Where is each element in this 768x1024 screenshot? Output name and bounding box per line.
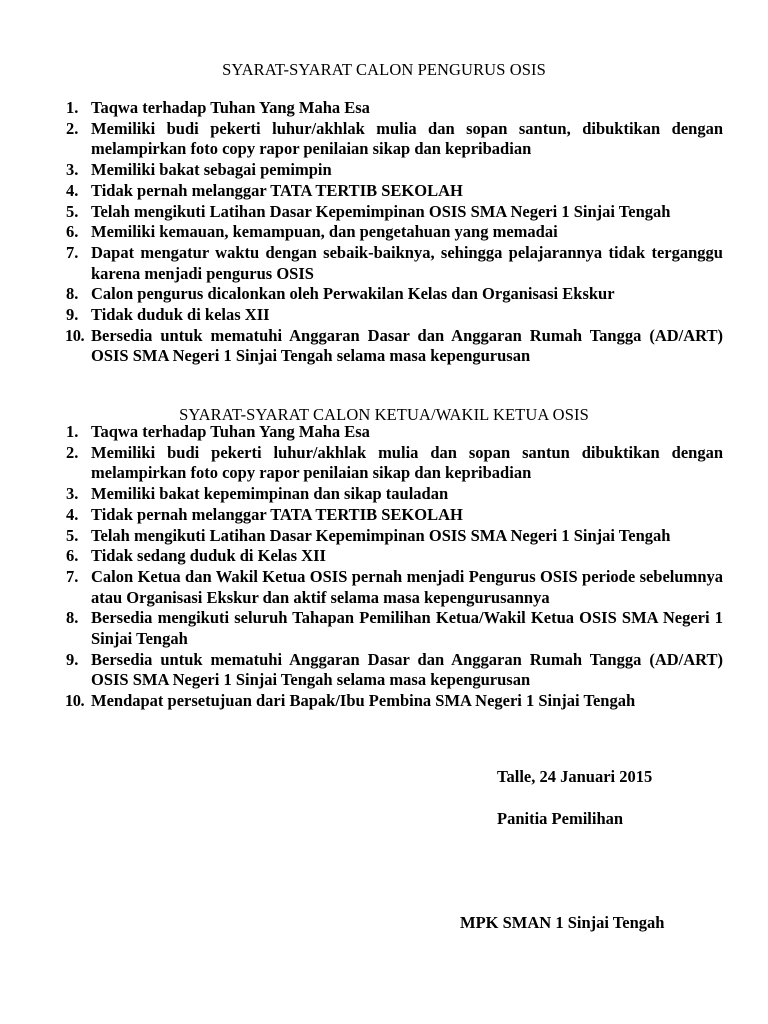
item-text: Bersedia untuk mematuhi Anggaran Dasar dan Anggaran Rumah Tangga (AD/ART) OSIS SMA Negeri 1 Sinjai Tengah selama masa kepengurusan [91, 325, 723, 366]
list-item [66, 691, 723, 712]
item-number: 8. [66, 284, 79, 304]
committee-label: Panitia Pemilihan [497, 809, 624, 828]
item-text: Memiliki budi pekerti luhur/akhlak mulia dan sopan santun dibuktikan dengan melampirkan foto copy rapor penilaian sikap dan kepribadian [91, 442, 723, 483]
item-text: Telah mengikuti Latihan Dasar Kepemimpinan OSIS SMA Negeri 1 Sinjai Tengah [91, 201, 671, 221]
item-number: 6. [66, 546, 79, 566]
item-number: 4. [66, 504, 79, 524]
pengurus-requirements-list [66, 98, 723, 367]
list-item [66, 222, 723, 243]
list-item [66, 567, 723, 608]
item-number: 3. [66, 484, 79, 504]
item-text: Tidak sedang duduk di Kelas XII [91, 546, 326, 566]
place-date: Talle, 24 Januari 2015 [497, 767, 653, 786]
item-number: 10. [65, 325, 85, 345]
item-text: Memiliki bakat kepemimpinan dan sikap tauladan [91, 484, 449, 504]
item-text: Tidak pernah melanggar TATA TERTIB SEKOLAH [91, 504, 463, 524]
item-text: Calon Ketua dan Wakil Ketua OSIS pernah menjadi Pengurus OSIS periode sebelumnya atau Organisasi Ekskur dan aktif selama masa kepengurusannya [91, 566, 723, 607]
item-number: 10. [65, 691, 85, 711]
signer-name: MPK SMAN 1 Sinjai Tengah [460, 913, 665, 932]
item-text: Tidak duduk di kelas XII [91, 305, 270, 325]
item-number: 7. [66, 242, 79, 262]
item-number: 4. [66, 180, 79, 200]
item-number: 3. [66, 160, 79, 180]
list-item [66, 181, 723, 202]
list-item [66, 284, 723, 305]
section1-title: SYARAT-SYARAT CALON PENGURUS OSIS [222, 60, 546, 79]
list-item [66, 608, 723, 649]
item-text: Tidak pernah melanggar TATA TERTIB SEKOLAH [91, 180, 463, 200]
item-number: 7. [66, 566, 79, 586]
list-item [66, 202, 723, 223]
item-number: 2. [66, 118, 79, 138]
item-number: 6. [66, 222, 79, 242]
item-text: Taqwa terhadap Tuhan Yang Maha Esa [91, 98, 370, 117]
item-text: Taqwa terhadap Tuhan Yang Maha Esa [91, 422, 370, 441]
list-item [66, 546, 723, 567]
item-number: 9. [66, 649, 79, 669]
item-text: Bersedia untuk mematuhi Anggaran Dasar dan Anggaran Rumah Tangga (AD/ART) OSIS SMA Negeri 1 Sinjai Tengah selama masa kepengurusan [91, 649, 723, 690]
item-number: 9. [66, 305, 79, 325]
list-item [66, 243, 723, 284]
list-item [66, 305, 723, 326]
item-number: 8. [66, 608, 79, 628]
ketua-requirements-list [66, 422, 723, 712]
list-item [66, 326, 723, 367]
list-item [66, 505, 723, 526]
list-item [66, 160, 723, 181]
section2-title: SYARAT-SYARAT CALON KETUA/WAKIL KETUA OSIS [179, 405, 589, 424]
list-item [66, 650, 723, 691]
list-item [66, 443, 723, 484]
item-number: 1. [66, 422, 79, 441]
item-text: Memiliki kemauan, kemampuan, dan pengetahuan yang memadai [91, 222, 558, 242]
list-item [66, 484, 723, 505]
list-item [66, 526, 723, 547]
item-number: 2. [66, 442, 79, 462]
list-item [66, 422, 723, 443]
item-text: Memiliki budi pekerti luhur/akhlak mulia dan sopan santun, dibuktikan dengan melampirkan foto copy rapor penilaian sikap dan kepribadian [91, 118, 723, 159]
item-number: 5. [66, 525, 79, 545]
list-item [66, 98, 723, 119]
item-text: Dapat mengatur waktu dengan sebaik-baiknya, sehingga pelajarannya tidak terganggu karena menjadi pengurus OSIS [91, 242, 723, 283]
item-text: Bersedia mengikuti seluruh Tahapan Pemilihan Ketua/Wakil Ketua OSIS SMA Negeri 1 Sinjai Tengah [91, 608, 723, 649]
item-number: 1. [66, 98, 79, 117]
list-item [66, 119, 723, 160]
item-text: Telah mengikuti Latihan Dasar Kepemimpinan OSIS SMA Negeri 1 Sinjai Tengah [91, 525, 671, 545]
item-number: 5. [66, 201, 79, 221]
item-text: Calon pengurus dicalonkan oleh Perwakilan Kelas dan Organisasi Ekskur [91, 284, 615, 304]
item-text: Mendapat persetujuan dari Bapak/Ibu Pembina SMA Negeri 1 Sinjai Tengah [91, 691, 636, 711]
item-text: Memiliki bakat sebagai pemimpin [91, 160, 332, 180]
